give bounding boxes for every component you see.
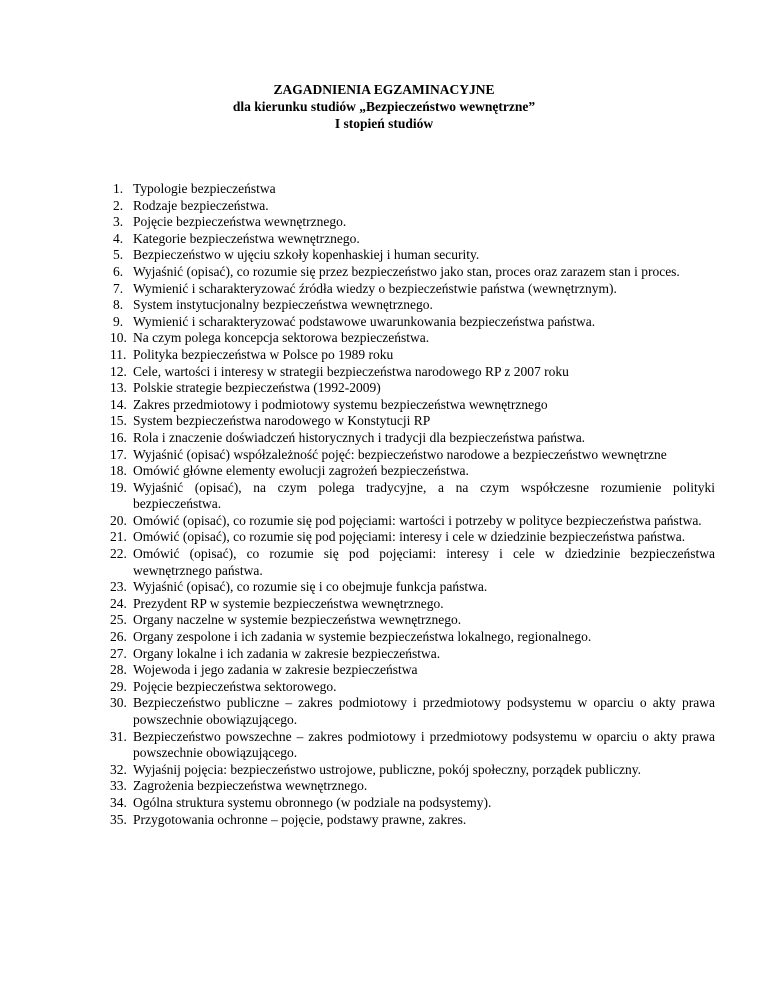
list-item	[110, 479, 715, 513]
item-text: Zagrożenia bezpieczeństwa wewnętrznego.	[133, 778, 368, 794]
item-text: Zakres przedmiotowy i podmiotowy systemu bezpieczeństwa wewnętrznego	[133, 396, 548, 412]
item-number: 2.	[113, 197, 124, 213]
item-number: 14.	[110, 396, 127, 412]
item-number: 15.	[110, 413, 127, 429]
list-item	[110, 446, 715, 464]
list-item	[110, 728, 715, 762]
list-item	[110, 529, 715, 546]
item-number: 13.	[110, 380, 127, 396]
item-text: Rola i znaczenie doświadczeń historycznych i tradycji dla bezpieczeństwa państwa.	[133, 429, 586, 445]
item-text: Typologie bezpieczeństwa	[133, 181, 276, 196]
list-item	[113, 297, 715, 314]
item-text: Na czym polega koncepcja sektorowa bezpieczeństwa.	[133, 330, 430, 346]
item-number: 19.	[110, 479, 127, 495]
item-text: Wyjaśnić (opisać), na czym polega tradycyjne, a na czym współczesne rozumienie polityki bezpieczeństwa.	[133, 479, 715, 512]
item-text: Wojewoda i jego zadania w zakresie bezpieczeństwa	[133, 662, 418, 678]
item-number: 33.	[110, 778, 127, 794]
item-number: 26.	[110, 629, 127, 645]
item-text: Pojęcie bezpieczeństwa sektorowego.	[133, 678, 337, 694]
item-text: Omówić (opisać), co rozumie się pod pojęciami: interesy i cele w dziedzinie bezpieczeństwa państwa.	[133, 529, 686, 545]
item-text: Omówić (opisać), co rozumie się pod pojęciami: wartości i potrzeby w polityce bezpieczeństwa państwa.	[133, 512, 702, 528]
item-number: 29.	[110, 678, 127, 694]
list-item	[113, 281, 715, 298]
list-item	[110, 546, 715, 579]
item-number: 1.	[113, 181, 124, 196]
item-number: 31.	[110, 728, 127, 744]
item-number: 30.	[110, 695, 127, 711]
item-number: 25.	[110, 612, 127, 628]
item-text: System bezpieczeństwa narodowego w Konstytucji RP	[133, 413, 431, 429]
list-item	[110, 778, 715, 795]
list-item	[110, 629, 715, 646]
item-number: 3.	[113, 214, 124, 230]
item-text: Wymienić i scharakteryzować źródła wiedzy o bezpieczeństwie państwa (wewnętrznym).	[133, 280, 617, 296]
list-item	[110, 595, 715, 613]
list-item	[110, 612, 715, 629]
list-item	[110, 645, 715, 663]
list-item	[110, 396, 715, 414]
list-item	[110, 363, 715, 381]
list-item	[110, 794, 715, 812]
list-item	[110, 512, 715, 530]
item-text: Bezpieczeństwo w ujęciu szkoły kopenhaskiej i human security.	[133, 247, 480, 263]
list-item	[110, 413, 715, 430]
document-header	[0, 81, 768, 132]
item-number: 35.	[110, 811, 127, 827]
item-text: Przygotowania ochronne – pojęcie, podstawy prawne, zakres.	[133, 811, 467, 827]
item-text: Polityka bezpieczeństwa w Polsce po 1989 roku	[133, 346, 394, 362]
item-number: 11.	[110, 346, 127, 362]
list-item	[110, 662, 715, 679]
item-number: 32.	[110, 761, 127, 777]
item-text: Prezydent RP w systemie bezpieczeństwa wewnętrznego.	[133, 595, 444, 611]
list-item	[110, 811, 715, 829]
list-item	[113, 231, 715, 248]
item-text: Organy zespolone i ich zadania w systemie bezpieczeństwa lokalnego, regionalnego.	[133, 629, 592, 645]
item-text: Bezpieczeństwo powszechne – zakres podmiotowy i przedmiotowy podsystemu w oparciu o akty prawa powszechnie obowiązującego.	[133, 728, 715, 761]
item-number: 6.	[113, 263, 124, 279]
item-text: Polskie strategie bezpieczeństwa (1992-2009)	[133, 380, 381, 396]
list-item	[113, 247, 715, 264]
item-number: 22.	[110, 546, 127, 562]
list-item	[113, 181, 715, 198]
list-item	[113, 214, 715, 231]
item-number: 12.	[110, 363, 127, 379]
item-number: 10.	[110, 330, 127, 346]
item-text: Pojęcie bezpieczeństwa wewnętrznego.	[133, 214, 347, 230]
item-number: 7.	[113, 280, 124, 296]
item-number: 20.	[110, 512, 127, 528]
list-item	[110, 380, 715, 397]
item-text: Organy naczelne w systemie bezpieczeństwa wewnętrznego.	[133, 612, 462, 628]
list-item	[110, 761, 715, 779]
item-text: Organy lokalne i ich zadania w zakresie bezpieczeństwa.	[133, 645, 441, 661]
list-item	[113, 314, 715, 331]
item-number: 9.	[113, 313, 124, 329]
item-number: 8.	[113, 297, 124, 313]
item-text: Kategorie bezpieczeństwa wewnętrznego.	[133, 230, 360, 246]
list-item	[110, 695, 715, 728]
list-item	[110, 678, 715, 696]
document-subtitle: dla kierunku studiów „Bezpieczeństwo wewnętrzne”	[232, 99, 536, 114]
item-number: 17.	[110, 446, 127, 462]
item-text: System instytucjonalny bezpieczeństwa wewnętrznego.	[133, 297, 433, 313]
study-level: I stopień studiów	[334, 116, 434, 131]
list-item	[113, 198, 715, 215]
item-number: 5.	[113, 247, 124, 263]
item-text: Rodzaje bezpieczeństwa.	[133, 197, 269, 213]
item-text: Wymienić i scharakteryzować podstawowe uwarunkowania bezpieczeństwa państwa.	[133, 313, 596, 329]
item-text: Cele, wartości i interesy w strategii bezpieczeństwa narodowego RP z 2007 roku	[133, 363, 569, 379]
item-number: 4.	[113, 230, 124, 246]
item-number: 21.	[110, 529, 127, 545]
exam-questions-list	[110, 181, 715, 828]
item-text: Wyjaśnić (opisać), co rozumie się i co obejmuje funkcja państwa.	[133, 579, 488, 595]
item-number: 18.	[110, 463, 127, 479]
document-title: ZAGADNIENIA EGZAMINACYJNE	[273, 82, 495, 97]
list-item	[110, 330, 715, 347]
item-number: 34.	[110, 794, 127, 810]
list-item	[110, 429, 715, 447]
item-number: 27.	[110, 645, 127, 661]
item-number: 23.	[110, 579, 127, 595]
item-text: Omówić główne elementy ewolucji zagrożeń bezpieczeństwa.	[133, 463, 469, 479]
item-text: Wyjaśnić (opisać), co rozumie się przez bezpieczeństwo jako stan, proces oraz zarazem stan i proces.	[133, 263, 680, 279]
item-text: Wyjaśnić (opisać) współzależność pojęć: bezpieczeństwo narodowe a bezpieczeństwo wewnętrzne	[133, 446, 667, 462]
item-text: Ogólna struktura systemu obronnego (w podziale na podsystemy).	[133, 794, 492, 810]
item-number: 28.	[110, 662, 127, 678]
item-text: Wyjaśnij pojęcia: bezpieczeństwo ustrojowe, publiczne, pokój społeczny, porządek publiczny.	[133, 761, 642, 777]
list-item	[113, 264, 715, 281]
list-item	[110, 463, 715, 480]
item-number: 24.	[110, 595, 127, 611]
list-item	[110, 579, 715, 596]
list-item	[110, 346, 715, 364]
item-number: 16.	[110, 429, 127, 445]
item-text: Bezpieczeństwo publiczne – zakres podmiotowy i przedmiotowy podsystemu w oparciu o akty prawa powszechnie obowiązującego.	[133, 695, 715, 727]
item-text: Omówić (opisać), co rozumie się pod pojęciami: interesy i cele w dziedzinie bezpieczeństwa wewnętrznego państwa.	[133, 546, 715, 578]
